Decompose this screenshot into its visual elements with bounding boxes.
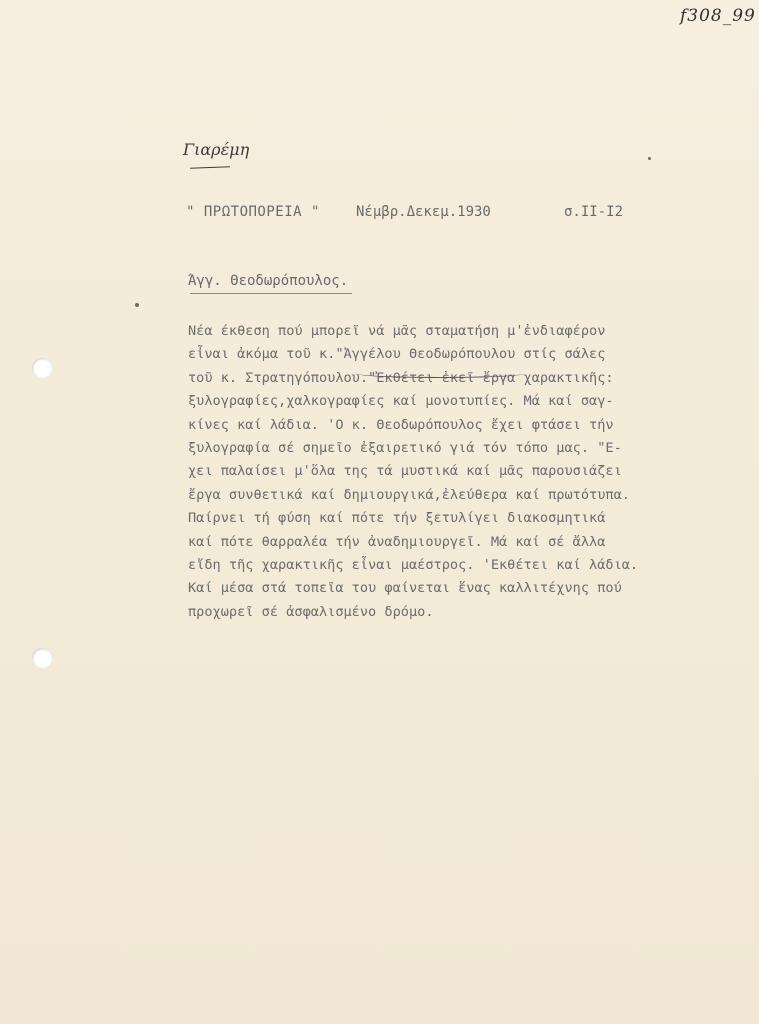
handwritten-note-underline xyxy=(190,166,230,168)
body-line: ξυλογραφίες,χαλκογραφίες καί μονοτυπίες. Μά καί σαγ- xyxy=(188,393,614,410)
page-range: σ.ΙΙ-Ι2 xyxy=(564,204,624,220)
ink-speck xyxy=(135,303,139,307)
archive-number: f308_99 xyxy=(680,6,756,26)
punch-hole xyxy=(32,358,52,378)
publication-name: " ΠΡΩΤΟΠΟΡΕΙΑ " xyxy=(186,204,320,220)
body-line: κίνες καί λάδια. 'Ο κ. Θεοδωρόπουλος ἔχει φτάσει τήν xyxy=(188,416,614,433)
article-body xyxy=(188,320,718,624)
citation-header xyxy=(186,204,624,220)
body-line: εἶναι ἀκόμα τοῦ κ."Ἀγγέλου Θεοδωρόπουλου στίς σάλες xyxy=(188,346,606,363)
body-line: ἔργα συνθετικά καί δημιουργικά,ἐλεύθερα καί πρωτότυπα. xyxy=(188,486,630,503)
body-line: Καί μέσα στά τοπεῖα του φαίνεται ἕνας καλλιτέχνης πού xyxy=(188,580,622,597)
body-line: τοῦ κ. Στρατηγόπουλου."Ἐκθέτει ἐκεῖ ἔργα χαρακτικῆς: xyxy=(188,369,614,386)
body-line: εἴδη τῆς χαρακτικῆς εἶναι μαέστρος. 'Εκθέτει καί λάδια. xyxy=(188,556,639,573)
body-line: ξυλογραφία σέ σημεῖο ἐξαιρετικό γιά τόν τόπο μας. "Ε- xyxy=(188,439,622,456)
punch-hole xyxy=(32,648,52,668)
ink-speck xyxy=(648,157,651,160)
handwritten-note: Γιαρέμη xyxy=(183,140,250,159)
title-underline xyxy=(190,293,352,294)
body-line: Παίρνει τή φύση καί πότε τήν ξετυλίγει διακοσμητικά xyxy=(188,510,606,527)
body-line: καί πότε θαρραλέα τήν ἀναδημιουργεῖ. Μά καί σέ ἄλλα xyxy=(188,533,606,550)
handwritten-underline xyxy=(356,369,524,378)
publication-date: Νέμβρ.Δεκεμ.1930 xyxy=(356,204,491,220)
body-line: προχωρεῖ σέ ἀσφαλισμένο δρόμο. xyxy=(188,603,434,620)
body-line: χει παλαίσει μ'ὅλα της τά μυστικά καί μᾶς παρουσιάζει xyxy=(188,463,622,480)
article-title: Άγγ. Θεοδωρόπουλος. xyxy=(188,273,349,289)
body-line: Νέα έκθεση πού μπορεῖ νά μᾶς σταματήση μ'ἐνδιαφέρον xyxy=(188,323,606,339)
